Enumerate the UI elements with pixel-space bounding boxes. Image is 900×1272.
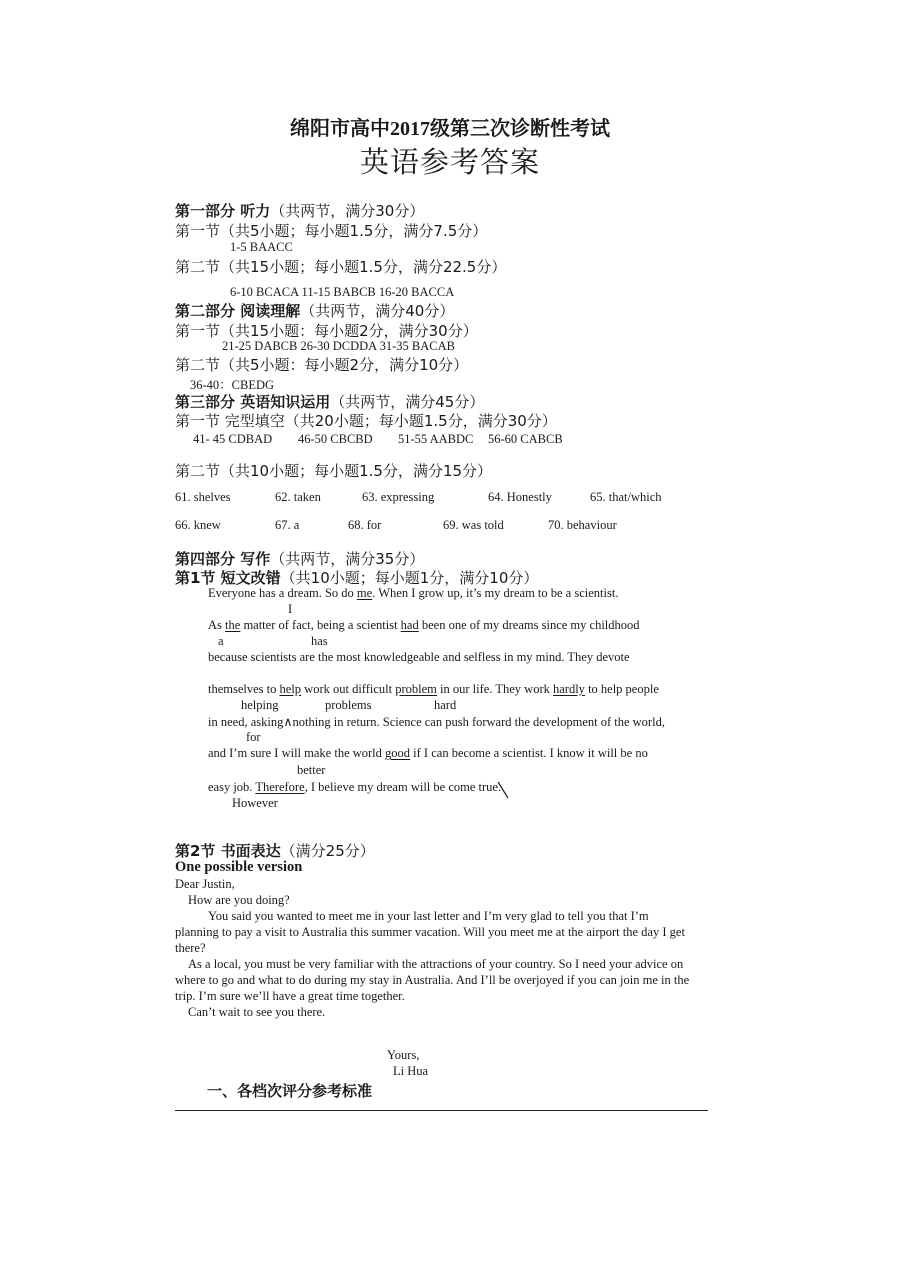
model-version-label: One possible version: [175, 859, 303, 875]
part1-heading-rest: （共两节，满分30分）: [270, 202, 425, 220]
error-me: me: [356, 586, 373, 600]
correction-4a: helping: [241, 698, 279, 712]
error-the: the: [225, 618, 241, 632]
part3-heading-rest: （共两节，满分45分）: [330, 393, 485, 411]
part1-sec1-heading: 第一节（共5小题；每小题1.5分，满分7.5分）: [175, 222, 488, 240]
essay-line-3: because scientists are the most knowledgeable and selfless in my mind. They devote: [208, 650, 630, 664]
answer-64: 64. Honestly: [488, 490, 552, 504]
answer-68: 68. for: [348, 518, 382, 532]
strike-mark-icon: [496, 780, 510, 800]
part4-heading-rest: （共两节，满分35分）: [270, 550, 425, 568]
correction-2b: has: [311, 634, 328, 648]
answer-66: 66. knew: [175, 518, 221, 532]
part2-heading-rest: （共两节，满分40分）: [300, 302, 455, 320]
letter-line-p3: Can’t wait to see you there.: [188, 1005, 326, 1019]
part2-sec2-heading: 第二节（共5小题：每小题2分，满分10分）: [175, 356, 469, 374]
correction-5: for: [246, 730, 261, 744]
part4-sec1-heading-bold: 第1节 短文改错: [175, 569, 281, 587]
essay-line-7: easy job. Therefore, I believe my dream will be come true.: [208, 780, 502, 794]
answer-67: 67. a: [275, 518, 300, 532]
letter-line-p2a: As a local, you must be very familiar with the attractions of your country. So I need your advice on: [188, 957, 684, 971]
answer-63: 63. expressing: [362, 490, 435, 504]
letter-line-p0: How are you doing?: [188, 893, 290, 907]
part4-heading-bold: 第四部分 写作: [175, 550, 271, 568]
error-help: help: [279, 682, 302, 696]
part4-sec2-heading-rest: （满分25分）: [280, 842, 375, 860]
part1-heading-bold: 第一部分 听力: [175, 202, 271, 220]
letter-greeting: Dear Justin,: [175, 877, 235, 891]
part3-sec1-heading: 第一节 完型填空（共20小题；每小题1.5分，满分30分）: [175, 412, 557, 430]
error-had: had: [400, 618, 419, 632]
part4-sec1-heading: [175, 567, 538, 588]
correction-4c: hard: [434, 698, 457, 712]
correction-7: However: [232, 796, 278, 810]
correction-4b: problems: [325, 698, 372, 712]
part3-sec1-answer-2: 46-50 CBCBD: [298, 432, 373, 446]
answer-61: 61. shelves: [175, 490, 231, 504]
essay-line-1: Everyone has a dream. So do me. When I grow up, it’s my dream to be a scientist.: [208, 586, 619, 600]
correction-6: better: [297, 763, 326, 777]
error-problem: problem: [395, 682, 437, 696]
answer-65: 65. that/which: [590, 490, 662, 504]
essay-line-2: As the matter of fact, being a scientist had been one of my dreams since my childhood: [208, 618, 640, 632]
part3-heading: [175, 391, 484, 412]
part1-sec1-answers: 1-5 BAACC: [230, 240, 293, 254]
part4-sec2-heading-bold: 第2节 书面表达: [175, 842, 281, 860]
error-therefore: Therefore: [255, 780, 305, 794]
letter-line-p2b: where to go and what to do during my stay in Australia. And I’ll be overjoyed if you can join me in the: [175, 973, 690, 987]
exam-title: 绵阳市高中2017级第三次诊断性考试: [290, 118, 610, 140]
part3-heading-bold: 第三部分 英语知识运用: [175, 393, 331, 411]
letter-line-p1a: You said you wanted to meet me in your last letter and I’m very glad to tell you that I’m: [208, 909, 649, 923]
part3-sec1-answer-4: 56-60 CABCB: [488, 432, 563, 446]
answer-70: 70. behaviour: [548, 518, 617, 532]
part2-heading: [175, 300, 454, 321]
part4-sec2-heading: [175, 840, 375, 861]
letter-line-p1c: there?: [175, 941, 206, 955]
letter-line-p1b: planning to pay a visit to Australia this summer vacation. Will you meet me at the airport the day I get: [175, 925, 685, 939]
part3-sec1-answer-3: 51-55 AABDC: [398, 432, 474, 446]
letter-line-p2c: trip. I’m sure we’ll have a great time together.: [175, 989, 405, 1003]
divider-line: [175, 1110, 708, 1111]
part1-sec2-answers: 6-10 BCACA 11-15 BABCB 16-20 BACCA: [230, 285, 455, 299]
correction-1: I: [288, 602, 293, 616]
part2-heading-bold: 第二部分 阅读理解: [175, 302, 301, 320]
part2-sec1-heading: 第一节（共15小题：每小题2分，满分30分）: [175, 322, 478, 340]
letter-signature: Li Hua: [393, 1064, 429, 1078]
answer-69: 69. was told: [443, 518, 504, 532]
error-good: good: [385, 746, 411, 760]
part3-sec1-answer-1: 41- 45 CDBAD: [193, 432, 273, 446]
part3-sec2-heading: 第二节（共10小题；每小题1.5分，满分15分）: [175, 462, 493, 480]
answer-key-title: 英语参考答案: [359, 145, 540, 179]
part4-heading: [175, 548, 424, 569]
error-hardly: hardly: [553, 682, 585, 696]
essay-line-5: in need, asking∧nothing in return. Science can push forward the development of the world,: [208, 715, 665, 729]
part1-heading: [175, 200, 424, 221]
essay-line-4: themselves to help work out difficult problem in our life. They work hardly to help people: [208, 682, 659, 696]
essay-line-6: and I’m sure I will make the world good if I can become a scientist. I know it will be no: [208, 746, 648, 760]
part1-sec2-heading: 第二节（共15小题；每小题1.5分，满分22.5分）: [175, 258, 507, 276]
correction-2a: a: [218, 634, 224, 648]
part2-sec1-answers: 21-25 DABCB 26-30 DCDDA 31-35 BACAB: [222, 339, 456, 353]
answer-62: 62. taken: [275, 490, 321, 504]
criteria-heading: 一、各档次评分参考标准: [207, 1082, 373, 1100]
letter-closing: Yours,: [387, 1048, 420, 1062]
part4-sec1-heading-rest: （共10小题；每小题1分，满分10分）: [280, 569, 539, 587]
part2-sec2-answers: 36-40：CBEDG: [190, 378, 275, 392]
